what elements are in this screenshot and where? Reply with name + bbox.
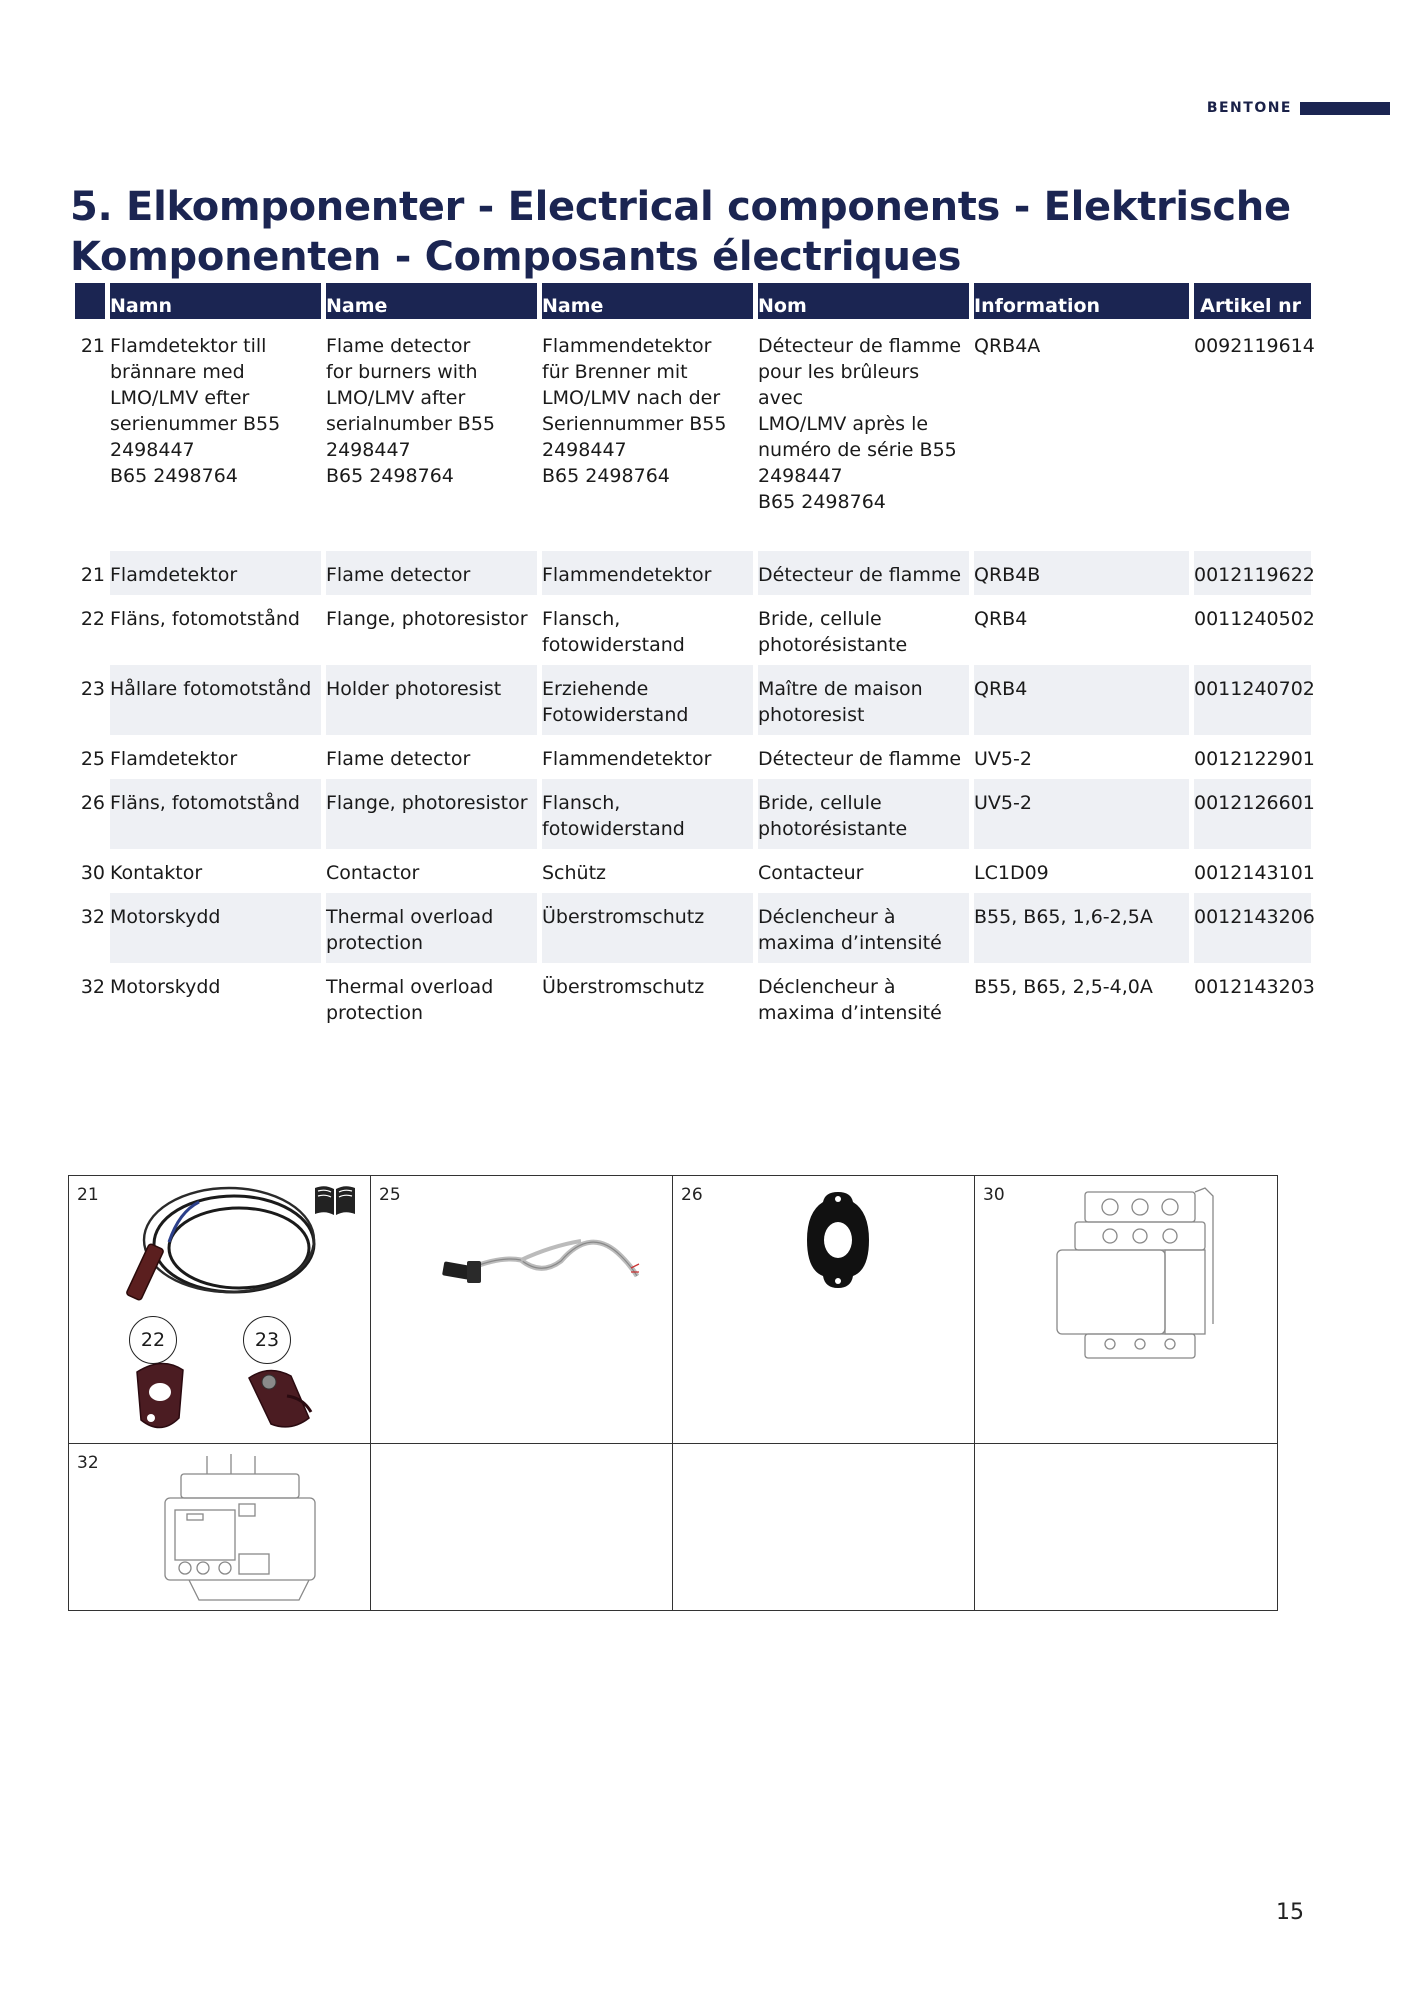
holder-photoresistor-image bbox=[241, 1358, 321, 1438]
row-pos: 32 bbox=[80, 906, 105, 928]
row-pos: 21 bbox=[80, 335, 105, 357]
table-row bbox=[75, 735, 1311, 779]
figure-cell-30 bbox=[975, 1176, 1277, 1444]
brand-header bbox=[1207, 100, 1390, 116]
figure-cell-26 bbox=[673, 1176, 975, 1444]
figure-label: 25 bbox=[379, 1185, 401, 1205]
figure-cell-32 bbox=[69, 1444, 371, 1610]
table-row bbox=[75, 779, 1311, 849]
row-name-sv: Fläns, fotomotstånd bbox=[110, 608, 300, 630]
row-name-sv: Motorskydd bbox=[110, 893, 321, 963]
table-header-row bbox=[75, 283, 1311, 319]
row-article: 0012126601 bbox=[1194, 779, 1311, 849]
figure-label: 26 bbox=[681, 1185, 703, 1205]
header-name-de: Name bbox=[542, 283, 753, 319]
row-info: UV5-2 bbox=[974, 748, 1032, 770]
row-name-en: Flame detector bbox=[326, 551, 537, 595]
brand-bar bbox=[1300, 102, 1390, 115]
row-pos: 32 bbox=[80, 976, 105, 998]
row-article: 0092119614 bbox=[1194, 335, 1315, 357]
row-pos: 21 bbox=[80, 564, 105, 586]
figure-label: 21 bbox=[77, 1185, 99, 1205]
uv-flange-image bbox=[803, 1190, 873, 1290]
row-name-de: Schütz bbox=[542, 862, 607, 884]
row-info: LC1D09 bbox=[974, 862, 1049, 884]
table-row bbox=[75, 963, 1311, 1033]
header-nom: Nom bbox=[758, 283, 969, 319]
row-name-en: Holder photoresist bbox=[326, 665, 537, 735]
row-name-fr: Déclencheur à maxima d’intensité bbox=[758, 976, 942, 1024]
uv-flame-detector-image bbox=[441, 1206, 641, 1316]
row-article: 0011240502 bbox=[1194, 608, 1315, 630]
table-row bbox=[75, 551, 1311, 595]
row-name-sv: Flamdetektor bbox=[110, 551, 321, 595]
flange-photoresistor-image bbox=[127, 1358, 197, 1440]
row-name-sv: Flamdetektor bbox=[110, 748, 238, 770]
page-title: 5. Elkomponenter - Electrical components - Elektrische Komponenten - Composants électriques bbox=[70, 184, 1291, 280]
row-article: 0012143101 bbox=[1194, 862, 1315, 884]
row-info: QRB4B bbox=[974, 551, 1189, 595]
header-artikel-nr: Artikel nr bbox=[1194, 283, 1311, 319]
callout-label: 23 bbox=[243, 1316, 291, 1364]
row-name-sv: Hållare fotomotstånd bbox=[110, 665, 321, 735]
row-name-de: Überstromschutz bbox=[542, 893, 753, 963]
table-row bbox=[75, 595, 1311, 665]
table-row bbox=[75, 319, 1311, 551]
row-name-sv: Flamdetektor till brännare med LMO/LMV efter serienummer B55 2498447 B65 2498764 bbox=[110, 335, 281, 487]
row-info: QRB4 bbox=[974, 665, 1189, 735]
flame-detector-cable-image bbox=[109, 1182, 339, 1332]
row-name-de: Flansch, fotowiderstand bbox=[542, 608, 685, 656]
brand-name: BENTONE bbox=[1206, 100, 1292, 116]
row-name-fr: Déclencheur à maxima d’intensité bbox=[758, 893, 969, 963]
row-info: B55, B65, 1,6-2,5A bbox=[974, 893, 1189, 963]
row-name-fr: Contacteur bbox=[758, 862, 864, 884]
row-name-en: Thermal overload protection bbox=[326, 893, 537, 963]
row-article: 0012122901 bbox=[1194, 748, 1315, 770]
row-name-fr: Détecteur de flamme bbox=[758, 748, 962, 770]
row-name-sv: Kontaktor bbox=[110, 862, 203, 884]
row-name-fr: Bride, cellule photorésistante bbox=[758, 608, 908, 656]
row-name-fr: Maître de maison photoresist bbox=[758, 665, 969, 735]
empty-figure-cell bbox=[975, 1444, 1277, 1610]
header-pos bbox=[75, 283, 105, 319]
figure-label: 30 bbox=[983, 1185, 1005, 1205]
row-pos: 26 bbox=[80, 792, 105, 814]
row-name-de: Flammendetektor bbox=[542, 551, 753, 595]
row-article: 0011240702 bbox=[1194, 665, 1311, 735]
row-info: QRB4A bbox=[974, 335, 1041, 357]
row-name-sv: Motorskydd bbox=[110, 976, 221, 998]
table-row bbox=[75, 665, 1311, 735]
row-info: QRB4 bbox=[974, 608, 1028, 630]
row-name-en: Contactor bbox=[326, 862, 420, 884]
row-pos: 25 bbox=[80, 748, 105, 770]
figure-label: 32 bbox=[77, 1453, 99, 1473]
thermal-overload-relay-image bbox=[159, 1450, 319, 1606]
row-name-en: Thermal overload protection bbox=[326, 976, 494, 1024]
row-name-en: Flange, photoresistor bbox=[326, 779, 537, 849]
row-info: UV5-2 bbox=[974, 779, 1189, 849]
empty-figure-cell bbox=[673, 1444, 975, 1610]
row-name-fr: Bride, cellule photorésistante bbox=[758, 779, 969, 849]
row-name-en: Flange, photoresistor bbox=[326, 608, 528, 630]
figure-cell-21 bbox=[69, 1176, 371, 1444]
row-pos: 30 bbox=[80, 862, 105, 884]
header-name-en: Name bbox=[326, 283, 537, 319]
row-name-fr: Détecteur de flamme bbox=[758, 551, 969, 595]
row-info: B55, B65, 2,5-4,0A bbox=[974, 976, 1153, 998]
row-name-de: Flansch, fotowiderstand bbox=[542, 779, 753, 849]
row-name-fr: Détecteur de flamme pour les brûleurs avec LMO/LMV après le numéro de série B55 2498447 B65 2498764 bbox=[758, 335, 962, 513]
header-information: Information bbox=[974, 283, 1189, 319]
figure-grid bbox=[68, 1175, 1278, 1611]
row-name-sv: Fläns, fotomotstånd bbox=[110, 779, 321, 849]
table-row bbox=[75, 893, 1311, 963]
row-article: 0012143206 bbox=[1194, 893, 1311, 963]
row-name-de: Flammendetektor bbox=[542, 748, 712, 770]
header-namn: Namn bbox=[110, 283, 321, 319]
row-name-de: Überstromschutz bbox=[542, 976, 705, 998]
row-article: 0012119622 bbox=[1194, 551, 1311, 595]
row-pos: 23 bbox=[80, 678, 105, 700]
contactor-image bbox=[1055, 1184, 1225, 1364]
row-name-en: Flame detector bbox=[326, 748, 471, 770]
table-row bbox=[75, 849, 1311, 893]
row-article: 0012143203 bbox=[1194, 976, 1315, 998]
row-name-en: Flame detector for burners with LMO/LMV after serialnumber B55 2498447 B65 2498764 bbox=[326, 335, 496, 487]
figure-cell-25 bbox=[371, 1176, 673, 1444]
parts-table bbox=[70, 283, 1316, 1033]
row-name-de: Flammendetektor für Brenner mit LMO/LMV nach der Seriennummer B55 2498447 B65 2498764 bbox=[542, 335, 727, 487]
page-number: 15 bbox=[1276, 1900, 1304, 1925]
empty-figure-cell bbox=[371, 1444, 673, 1610]
row-pos: 22 bbox=[80, 608, 105, 630]
callout-label: 22 bbox=[129, 1316, 177, 1364]
row-name-de: Erziehende Fotowiderstand bbox=[542, 665, 753, 735]
